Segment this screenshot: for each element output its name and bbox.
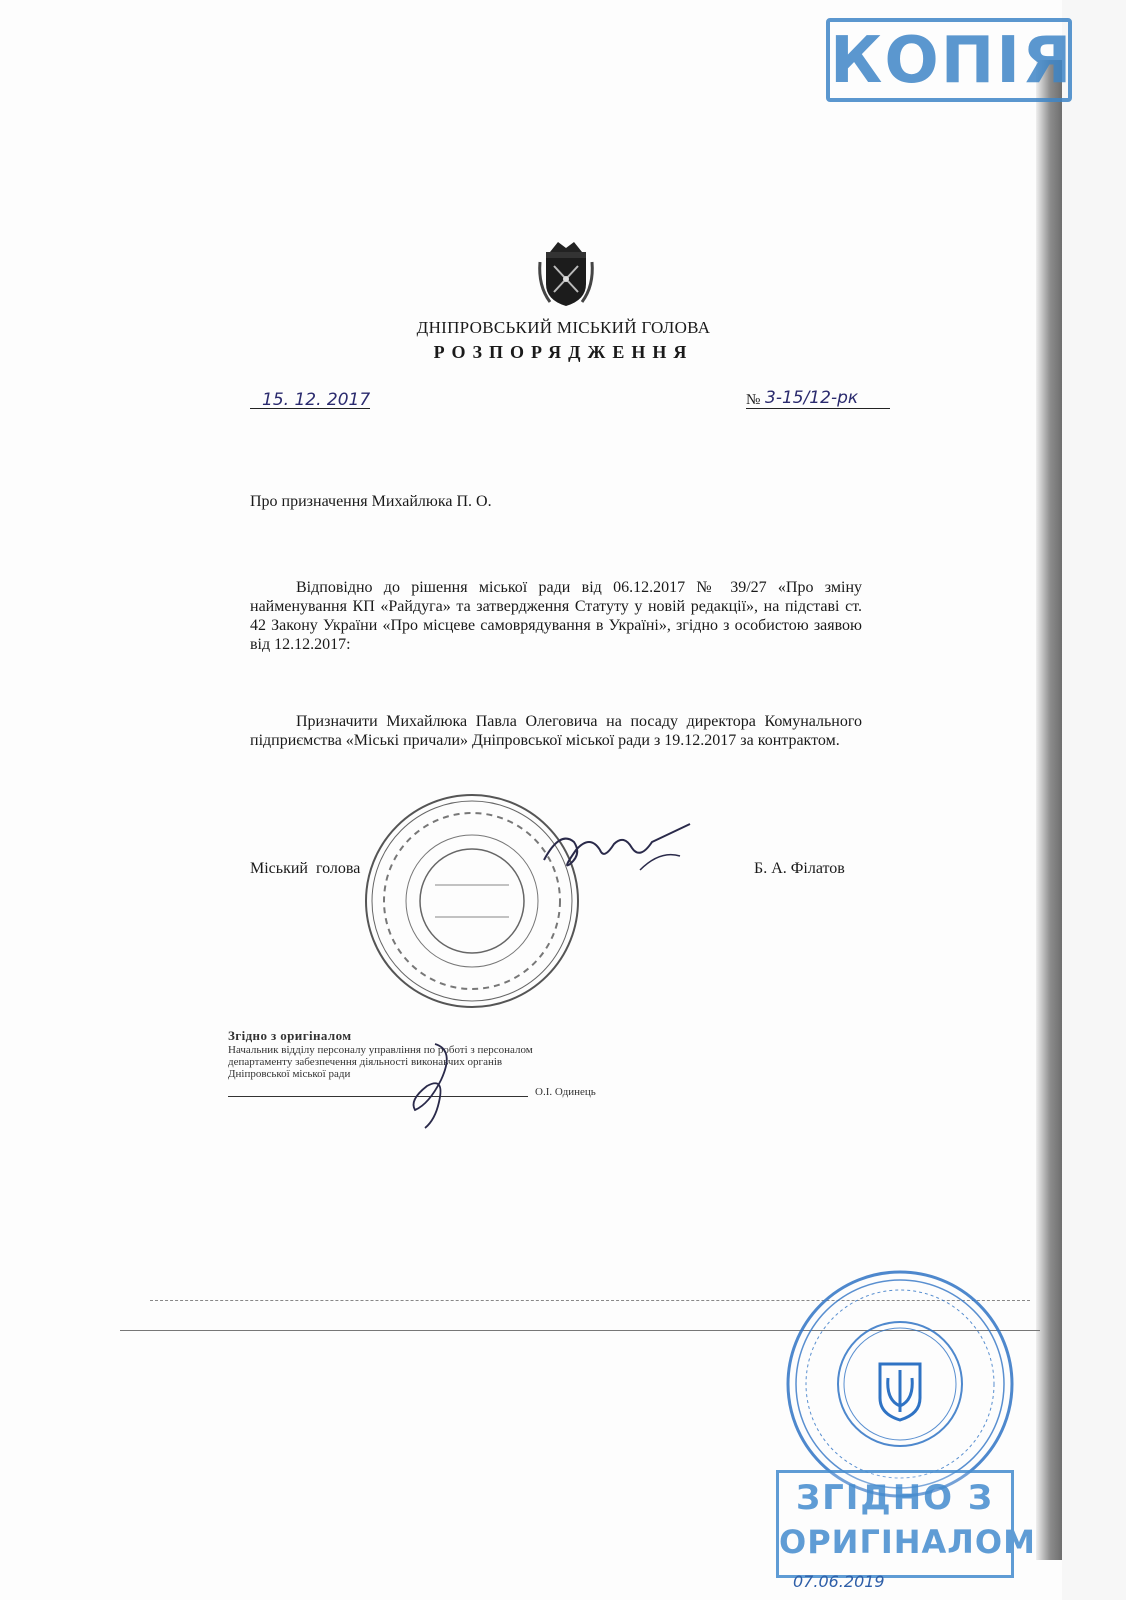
paragraph-order: Призначити Михайлюка Павла Олеговича на посаду директора Комунального підприємства «Міські причали» Дніпровської міської ради з 19.12.2017 за контрактом. bbox=[250, 713, 862, 749]
stamp-line1: ЗГІДНО З bbox=[795, 1478, 995, 1518]
certifier-position-line2: департаменту забезпечення діяльності виконавчих органів bbox=[228, 1056, 503, 1068]
issuer-title: ДНІПРОВСЬКИЙ МІСЬКИЙ ГОЛОВА bbox=[416, 318, 711, 337]
certifier-name: О.І. Одинець bbox=[535, 1086, 596, 1098]
certifier-signature bbox=[405, 1040, 465, 1130]
number-underline bbox=[746, 408, 890, 409]
state-registrar-seal bbox=[782, 1266, 1018, 1502]
certifier-position-line3: Дніпровської міської ради bbox=[228, 1068, 351, 1080]
document-number: 3-15/12-рк bbox=[765, 388, 859, 408]
registrar-date: 07.06.2019 bbox=[793, 1572, 885, 1591]
number-label: № bbox=[746, 392, 761, 408]
document-subject: Про призначення Михайлюка П. О. bbox=[250, 493, 492, 510]
signature-line bbox=[228, 1096, 528, 1097]
scan-edge bbox=[1062, 0, 1126, 1600]
copy-stamp: КОПІЯ bbox=[826, 18, 1072, 102]
signatory-position: Міський голова bbox=[250, 860, 361, 877]
certified-copy-stamp bbox=[776, 1470, 1036, 1578]
certifier-position-line1: Начальник відділу персоналу управління по роботі з персоналом bbox=[228, 1044, 533, 1056]
document-date: 15. 12. 2017 bbox=[262, 390, 371, 410]
copy-heading: Згідно з оригіналом bbox=[228, 1028, 352, 1043]
document-type: РОЗПОРЯДЖЕННЯ bbox=[433, 342, 694, 362]
paragraph-basis: Відповідно до рішення міської ради від 06.12.2017 № 39/27 «Про зміну найменування КП «Райдуга» та затвердження Статуту у новій редакції», на підставі ст. 42 Закону України «Про місцеве самоврядування в Україні», згідно з особистою заявою від 12.12.2017: bbox=[250, 579, 862, 653]
mayor-signature bbox=[540, 820, 700, 880]
stamp-line2: ОРИГІНАЛОМ bbox=[779, 1523, 1036, 1561]
dnipro-coat-of-arms-icon bbox=[536, 236, 596, 308]
date-underline bbox=[250, 408, 370, 409]
signatory-name: Б. А. Філатов bbox=[754, 860, 845, 877]
scan-edge-shadow bbox=[1036, 60, 1062, 1560]
